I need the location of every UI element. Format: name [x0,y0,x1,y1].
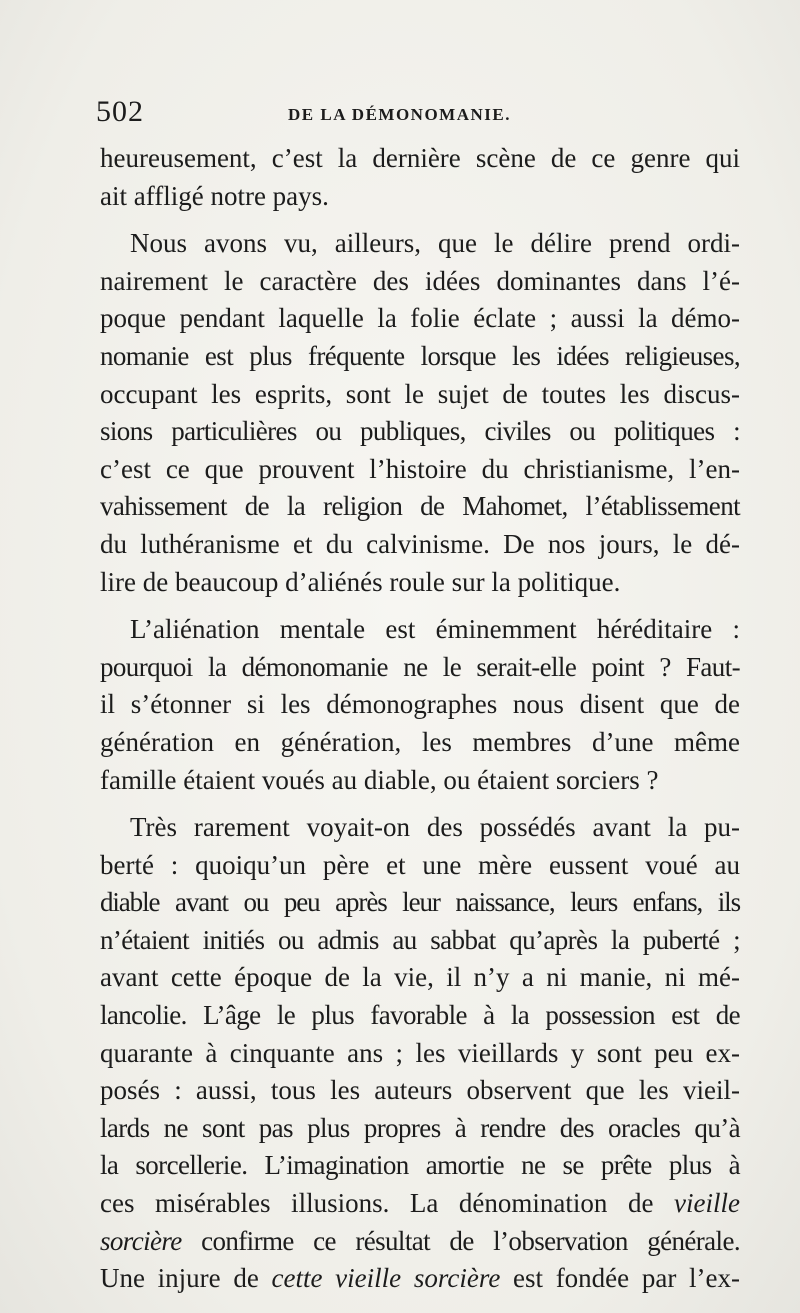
text-line: nairement le caractère des idées dominantes dans l’é- [100,265,740,296]
text-line: lire de beaucoup d’aliénés roule sur la politique. [100,566,621,597]
text-line: diable avant ou peu après leur naissance, leurs enfans, ils [100,887,740,918]
text-line [100,1185,740,1223]
text-span: confirme ce résultat de l’observation générale. [181,1225,740,1256]
text-line: berté : quoiqu’un père et une mère eussent voué au [100,849,740,880]
text-line: poque pendant laquelle la folie éclate ; aussi la démo- [100,303,740,334]
text-line: n’étaient initiés ou admis au sabbat qu’après la puberté ; [100,924,740,955]
text-line: la sorcellerie. L’imagination amortie ne se prête plus à [100,1150,740,1181]
text-line: nomanie est plus fréquente lorsque les idées religieuses, [100,340,740,371]
text-span: est fondée par l’ex- [500,1263,740,1294]
text-line: heureusement, c’est la dernière scène de ce genre qui [100,143,740,173]
text-line: occupant les esprits, sont le sujet de toutes les discus- [100,378,740,409]
text-line: ait affligé notre pays. [100,180,329,211]
text-line: génération en génération, les membres d’une même [100,726,740,757]
italic-text: vieille [674,1188,740,1219]
text-line: L’aliénation mentale est éminemment héréditaire : [130,614,740,645]
text-line [100,1223,740,1261]
page-header [96,95,746,143]
paragraph [100,611,740,799]
paragraph [100,225,740,601]
text-line: c’est ce que prouvent l’histoire du christianisme, l’en- [100,453,740,484]
text-line: quarante à cinquante ans ; les vieillards y sont peu ex- [100,1037,740,1068]
italic-text: sorcière [100,1225,182,1256]
text-line: Nous avons vu, ailleurs, que le délire prend ordi- [130,228,740,259]
text-line: lancolie. L’âge le plus favorable à la possession est de [100,1000,740,1031]
text-line [100,1260,740,1298]
text-line: pourquoi la démonomanie ne le serait-elle point ? Faut- [100,651,740,682]
text-line: lards ne sont pas plus propres à rendre des oracles qu’à [100,1112,740,1143]
text-span: ces misérables illusions. La dénomination de [100,1188,654,1219]
text-line: famille étaient voués au diable, ou étaient sorciers ? [100,764,659,795]
italic-text: cette vieille sorcière [271,1263,501,1294]
page-number: 502 [96,95,144,128]
body-text [100,140,740,1298]
text-line: vahissement de la religion de Mahomet, l’établissement [100,491,740,522]
text-line: avant cette époque de la vie, il n’y a ni manie, ni mé- [100,962,740,993]
paragraph [100,809,740,1298]
paragraph [100,140,740,215]
text-line: il s’étonner si les démonographes nous disent que de [100,689,740,720]
text-line: Très rarement voyait-on des possédés avant la pu- [130,812,740,843]
text-span: Une injure de [100,1263,272,1294]
running-head: DE LA DÉMONOMANIE. [288,105,511,124]
text-line: du luthéranisme et du calvinisme. De nos jours, le dé- [100,528,740,559]
text-line: sions particulières ou publiques, civiles ou politiques : [100,416,740,447]
text-line: posés : aussi, tous les auteurs observent que les vieil- [100,1075,740,1106]
